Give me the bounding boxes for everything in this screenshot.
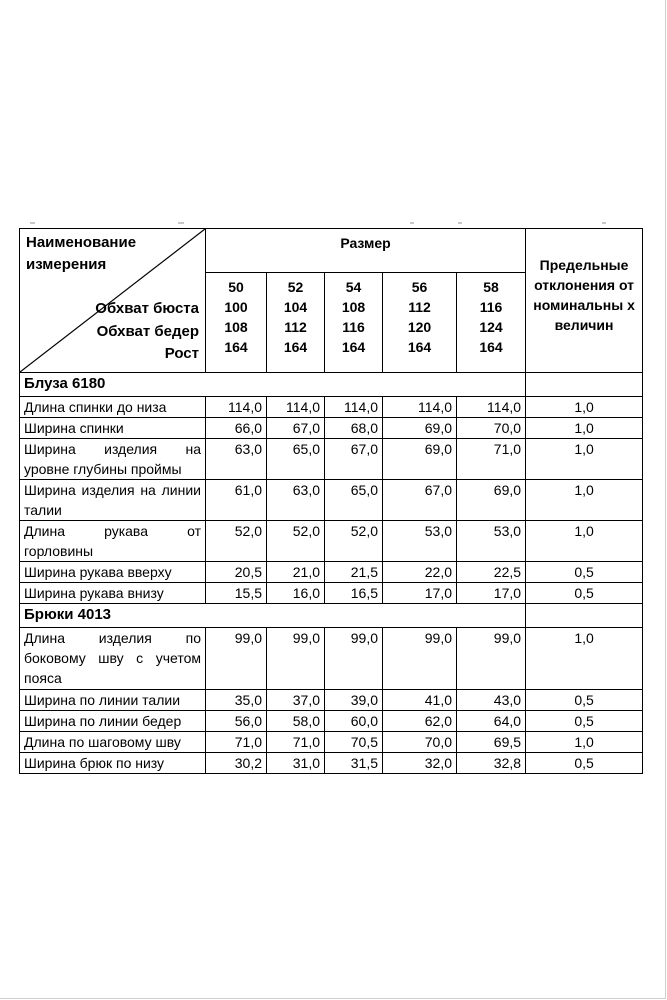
value-cell: 22,5 [457, 562, 526, 583]
size-size: 50 [228, 279, 244, 295]
measurement-name: Ширина изделия на линии талии [20, 480, 206, 521]
tolerance-cell: 1,0 [526, 397, 643, 418]
size-hips: 120 [407, 319, 432, 335]
value-cell: 71,0 [457, 439, 526, 480]
table-row [20, 397, 643, 418]
value-cell: 64,0 [457, 711, 526, 732]
table-row [20, 690, 643, 711]
value-cell: 53,0 [457, 521, 526, 562]
name-header-title: Наименование измерения [26, 234, 137, 273]
tolerance-cell: 0,5 [526, 753, 643, 774]
scan-artifact [178, 222, 184, 224]
size-bust: 112 [408, 299, 431, 315]
value-cell: 32,8 [457, 753, 526, 774]
value-cell: 21,0 [267, 562, 325, 583]
value-cell: 71,0 [206, 732, 267, 753]
value-cell: 99,0 [206, 628, 267, 690]
size-height: 164 [407, 339, 432, 355]
measurement-name: Длина рукава от горловины [20, 521, 206, 562]
table-row [20, 583, 643, 604]
table-row [20, 711, 643, 732]
scan-artifact [410, 222, 414, 224]
section-title: Брюки 4013 [20, 604, 526, 628]
value-cell: 21,5 [325, 562, 383, 583]
value-cell: 70,0 [383, 732, 457, 753]
scan-artifact [458, 222, 462, 224]
value-cell: 15,5 [206, 583, 267, 604]
size-table [19, 228, 643, 774]
size-height: 164 [479, 339, 503, 355]
value-cell: 43,0 [457, 690, 526, 711]
value-cell: 63,0 [267, 480, 325, 521]
value-cell: 69,0 [383, 418, 457, 439]
table-row [20, 628, 643, 690]
size-height: 164 [283, 339, 308, 355]
measurement-name: Ширина по линии бедер [20, 711, 206, 732]
value-cell: 41,0 [383, 690, 457, 711]
tolerance-cell: 0,5 [526, 690, 643, 711]
size-size: 52 [287, 279, 304, 295]
value-cell: 32,0 [383, 753, 457, 774]
value-cell: 22,0 [383, 562, 457, 583]
size-size: 54 [345, 279, 362, 295]
value-cell: 114,0 [206, 397, 267, 418]
name-header-cell [20, 229, 206, 373]
value-cell: 70,5 [325, 732, 383, 753]
value-cell: 69,0 [457, 480, 526, 521]
value-cell: 20,5 [206, 562, 267, 583]
section-row [20, 604, 643, 628]
measurement-name: Длина спинки до низа [20, 397, 206, 418]
size-bust: 100 [224, 299, 248, 315]
table-row [20, 418, 643, 439]
tolerance-header: Предельные отклонения от номинальны х величин [526, 229, 643, 373]
value-cell: 52,0 [206, 521, 267, 562]
value-cell: 70,0 [457, 418, 526, 439]
tolerance-cell: 0,5 [526, 562, 643, 583]
value-cell: 60,0 [325, 711, 383, 732]
table-row [20, 521, 643, 562]
measurement-name: Ширина рукава вверху [20, 562, 206, 583]
tolerance-cell: 0,5 [526, 583, 643, 604]
value-cell: 52,0 [325, 521, 383, 562]
size-column-54 [325, 273, 383, 373]
value-cell: 35,0 [206, 690, 267, 711]
value-cell: 114,0 [267, 397, 325, 418]
value-cell: 63,0 [206, 439, 267, 480]
value-cell: 69,5 [457, 732, 526, 753]
size-bust: 104 [283, 299, 308, 315]
size-hips: 108 [224, 319, 248, 335]
size-column-56 [383, 273, 457, 373]
value-cell: 114,0 [325, 397, 383, 418]
value-cell: 37,0 [267, 690, 325, 711]
size-header: Размер [206, 229, 526, 273]
scan-artifact [602, 222, 606, 224]
value-cell: 61,0 [206, 480, 267, 521]
value-cell: 53,0 [383, 521, 457, 562]
value-cell: 65,0 [325, 480, 383, 521]
value-cell: 16,5 [325, 583, 383, 604]
value-cell: 17,0 [383, 583, 457, 604]
value-cell: 52,0 [267, 521, 325, 562]
measurement-name: Ширина спинки [20, 418, 206, 439]
size-column-50 [206, 273, 267, 373]
table-row [20, 732, 643, 753]
section-row [20, 373, 643, 397]
size-bust: 108 [341, 299, 366, 315]
value-cell: 114,0 [383, 397, 457, 418]
tolerance-cell: 1,0 [526, 732, 643, 753]
section-title: Блуза 6180 [20, 373, 526, 397]
size-size: 56 [411, 279, 428, 295]
size-column-58 [457, 273, 526, 373]
size-column-52 [267, 273, 325, 373]
table-row [20, 439, 643, 480]
value-cell: 99,0 [325, 628, 383, 690]
section-tolerance-empty [526, 373, 643, 397]
tolerance-cell: 1,0 [526, 418, 643, 439]
tolerance-cell: 1,0 [526, 628, 643, 690]
section-tolerance-empty [526, 604, 643, 628]
value-cell: 17,0 [457, 583, 526, 604]
tolerance-cell: 1,0 [526, 521, 643, 562]
table-row [20, 562, 643, 583]
value-cell: 62,0 [383, 711, 457, 732]
scan-artifact [30, 222, 35, 224]
measure-labels [95, 298, 199, 366]
value-cell: 67,0 [383, 480, 457, 521]
value-cell: 114,0 [457, 397, 526, 418]
measurement-name: Длина изделия по боковому шву с учетом пояса [20, 628, 206, 690]
measure-label-hips: Обхват бедер [96, 322, 199, 340]
measure-label-bust: Обхват бюста [95, 300, 199, 317]
measurement-name: Ширина брюк по низу [20, 753, 206, 774]
value-cell: 65,0 [267, 439, 325, 480]
measurement-name: Ширина рукава внизу [20, 583, 206, 604]
size-height: 164 [224, 339, 248, 355]
value-cell: 66,0 [206, 418, 267, 439]
measurement-name: Ширина изделия на уровне глубины проймы [20, 439, 206, 480]
value-cell: 99,0 [457, 628, 526, 690]
value-cell: 67,0 [267, 418, 325, 439]
value-cell: 99,0 [267, 628, 325, 690]
value-cell: 31,5 [325, 753, 383, 774]
table-row [20, 480, 643, 521]
value-cell: 30,2 [206, 753, 267, 774]
measurement-name: Длина по шаговому шву [20, 732, 206, 753]
tolerance-cell: 1,0 [526, 480, 643, 521]
tolerance-cell: 0,5 [526, 711, 643, 732]
size-size: 58 [483, 279, 499, 295]
size-hips: 124 [479, 319, 503, 335]
value-cell: 67,0 [325, 439, 383, 480]
size-hips: 112 [284, 319, 307, 335]
size-height: 164 [341, 339, 366, 355]
size-hips: 116 [342, 319, 365, 335]
table-row [20, 753, 643, 774]
tolerance-cell: 1,0 [526, 439, 643, 480]
value-cell: 16,0 [267, 583, 325, 604]
measure-label-height: Рост [164, 345, 199, 362]
value-cell: 69,0 [383, 439, 457, 480]
measurement-name: Ширина по линии талии [20, 690, 206, 711]
header-row-top [20, 229, 643, 273]
value-cell: 56,0 [206, 711, 267, 732]
size-bust: 116 [479, 299, 503, 315]
value-cell: 31,0 [267, 753, 325, 774]
value-cell: 39,0 [325, 690, 383, 711]
value-cell: 71,0 [267, 732, 325, 753]
value-cell: 58,0 [267, 711, 325, 732]
value-cell: 99,0 [383, 628, 457, 690]
value-cell: 68,0 [325, 418, 383, 439]
